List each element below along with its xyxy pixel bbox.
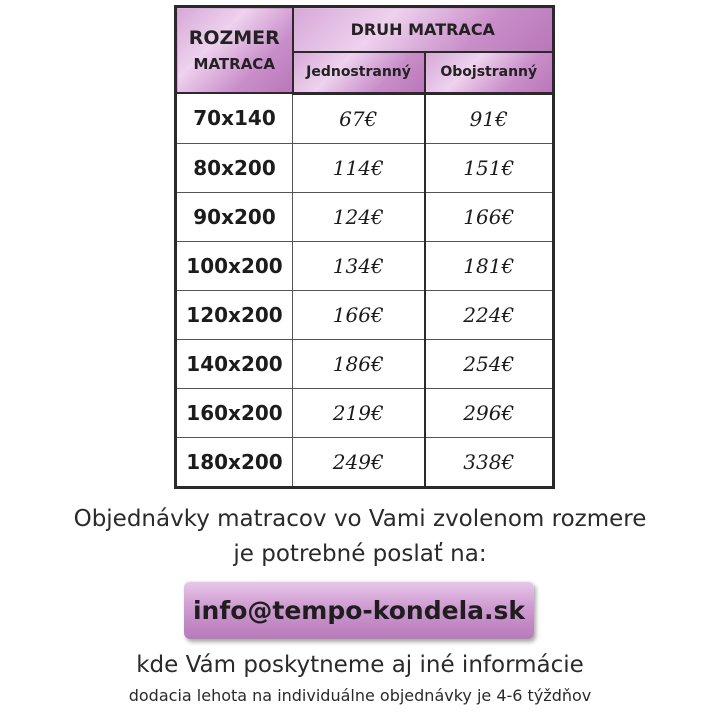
delivery-time-notice: dodacia lehota na individuálne objednávky je 4-6 týždňov [128,686,592,705]
mattress-size-cell: 80x200 [176,143,293,192]
mattress-type-header: DRUH MATRACA [293,7,554,52]
mattress-size-cell: 90x200 [176,192,293,241]
mattress-size-cell: 120x200 [176,290,293,339]
two-sided-price-cell: 338€ [425,437,554,487]
info-notice: kde Vám poskytneme aj iné informácie [136,652,584,678]
mattress-size-header [176,7,293,94]
two-sided-column-header: Obojstranný [425,52,554,93]
table-row [176,388,554,437]
mattress-size-cell: 100x200 [176,241,293,290]
table-row [176,241,554,290]
mattress-size-cell: 160x200 [176,388,293,437]
table-row [176,93,554,143]
order-notice-line1: Objednávky matracov vo Vami zvolenom rozmere [73,506,647,532]
mattress-price-table [174,5,555,489]
one-sided-price-cell: 219€ [293,388,425,437]
one-sided-price-cell: 124€ [293,192,425,241]
two-sided-price-cell: 151€ [425,143,554,192]
mattress-size-cell: 140x200 [176,339,293,388]
order-notice-line2: je potrebné poslať na: [233,541,487,567]
one-sided-price-cell: 166€ [293,290,425,339]
two-sided-price-cell: 224€ [425,290,554,339]
one-sided-price-cell: 186€ [293,339,425,388]
one-sided-price-cell: 67€ [293,93,425,143]
size-header-line2: MATRACA [193,55,275,74]
email-address-button[interactable]: info@tempo-kondela.sk [184,581,534,639]
table-row [176,192,554,241]
mattress-size-cell: 180x200 [176,437,293,487]
two-sided-price-cell: 91€ [425,93,554,143]
one-sided-price-cell: 249€ [293,437,425,487]
two-sided-price-cell: 166€ [425,192,554,241]
one-sided-price-cell: 134€ [293,241,425,290]
table-row [176,143,554,192]
two-sided-price-cell: 254€ [425,339,554,388]
size-header-line1: ROZMER [188,26,280,49]
table-row [176,437,554,487]
mattress-size-cell: 70x140 [176,93,293,143]
table-row [176,339,554,388]
one-sided-price-cell: 114€ [293,143,425,192]
two-sided-price-cell: 181€ [425,241,554,290]
two-sided-price-cell: 296€ [425,388,554,437]
one-sided-column-header: Jednostranný [293,52,425,93]
table-row [176,290,554,339]
